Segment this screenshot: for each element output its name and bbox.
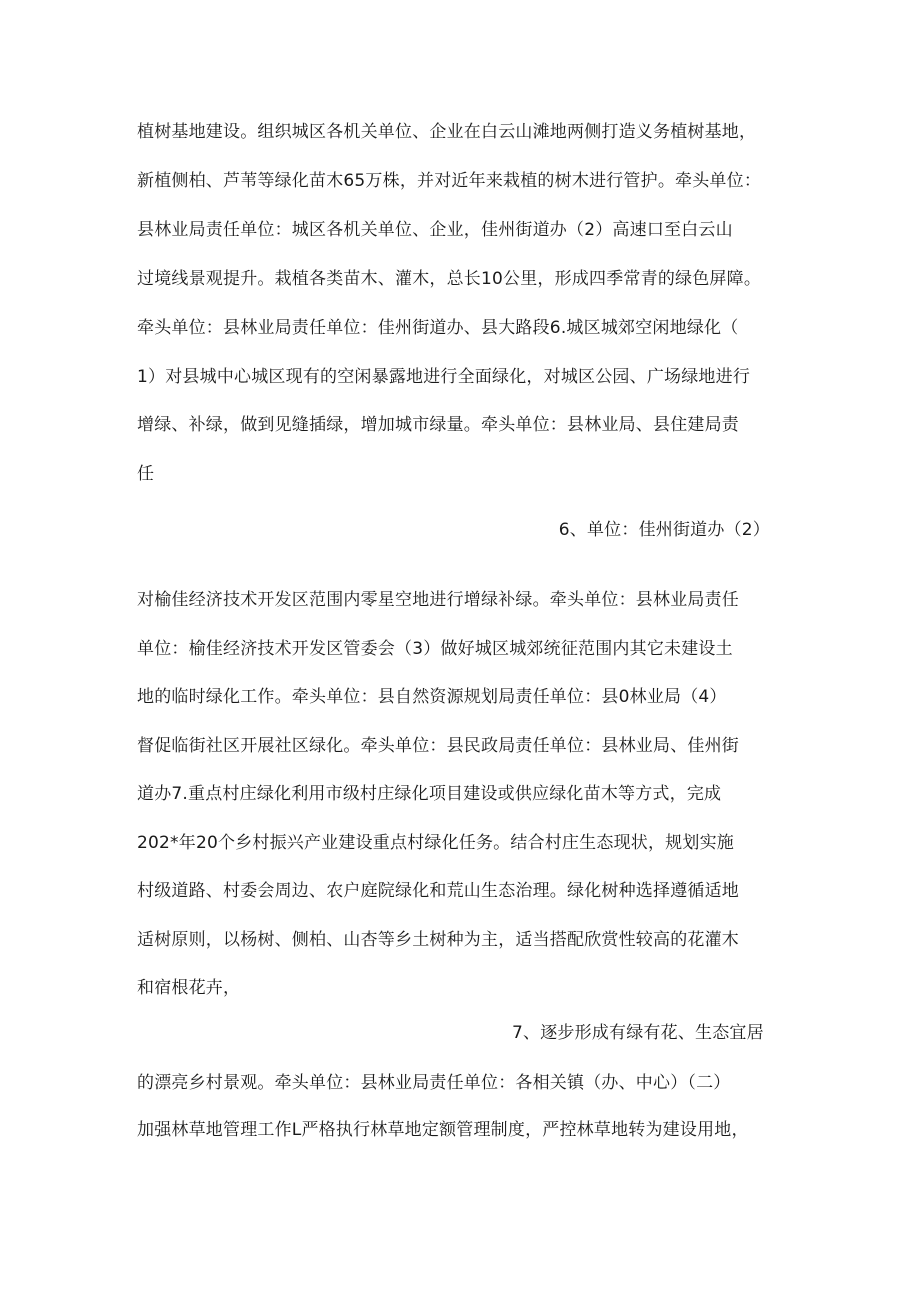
text-line: 道办7.重点村庄绿化利用市级村庄绿化项目建设或供应绿化苗木等方式，完成 <box>137 784 722 804</box>
text-line: 地的临时绿化工作。牵头单位：县自然资源规划局责任单位：县0林业局（4） <box>137 687 727 707</box>
text-line: 牵头单位：县林业局责任单位：佳州街道办、县大路段6.城区城郊空闲地绿化（ <box>137 318 739 338</box>
text-line: 对榆佳经济技术开发区范围内零星空地进行增绿补绿。牵头单位：县林业局责任 <box>137 590 739 610</box>
section-heading-6: 6、单位：佳州街道办（2） <box>558 520 770 540</box>
text-line: 植树基地建设。组织城区各机关单位、企业在白云山滩地两侧打造义务植树基地， <box>137 122 757 142</box>
text-line: 的漂亮乡村景观。牵头单位：县林业局责任单位：各相关镇（办、中心）（二） <box>137 1073 731 1093</box>
text-line: 任 <box>137 464 155 484</box>
text-line: 村级道路、村委会周边、农户庭院绿化和荒山生态治理。绿化树种选择遵循适地 <box>137 881 739 901</box>
text-line: 新植侧柏、芦苇等绿化苗木65万株，并对近年来栽植的树木进行管护。牵头单位： <box>137 171 762 191</box>
text-line: 增绿、补绿，做到见缝插绿，增加城市绿量。牵头单位：县林业局、县住建局责 <box>137 415 739 435</box>
text-line: 适树原则，以杨树、侧柏、山杏等乡土树种为主，适当搭配欣赏性较高的花灌木 <box>137 930 739 950</box>
text-line: 单位：榆佳经济技术开发区管委会（3）做好城区城郊统征范围内其它未建设土 <box>137 639 733 659</box>
text-line: 县林业局责任单位：城区各机关单位、企业，佳州街道办（2）高速口至白云山 <box>137 220 733 240</box>
text-line: 和宿根花卉， <box>137 978 241 998</box>
text-line: 202*年20个乡村振兴产业建设重点村绿化任务。结合村庄生态现状，规划实施 <box>137 833 734 853</box>
text-line: 过境线景观提升。栽植各类苗木、灌木，总长10公里，形成四季常青的绿色屏障。 <box>137 269 762 289</box>
section-heading-7: 7、逐步形成有绿有花、生态宜居 <box>512 1023 764 1043</box>
text-line: 加强林草地管理工作L严格执行林草地定额管理制度，严控林草地转为建设用地， <box>137 1120 749 1140</box>
text-line: 督促临街社区开展社区绿化。牵头单位：县民政局责任单位：县林业局、佳州街 <box>137 736 739 756</box>
text-line: 1）对县城中心城区现有的空闲暴露地进行全面绿化，对城区公园、广场绿地进行 <box>137 367 751 387</box>
